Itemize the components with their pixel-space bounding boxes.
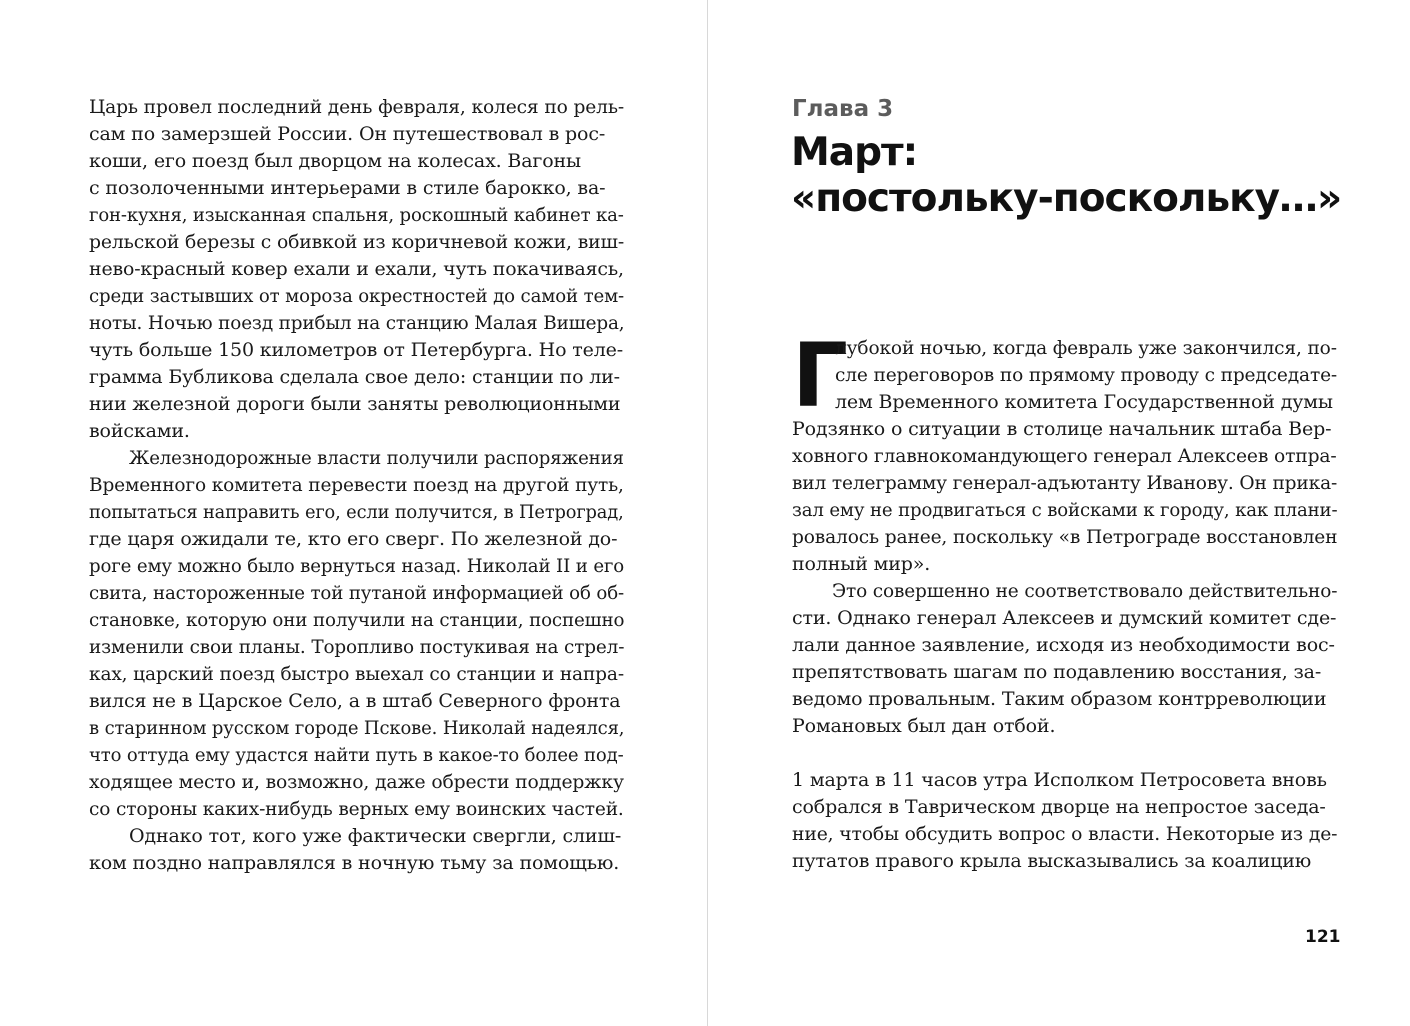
body-text-line: ние, чтобы обсудить вопрос о власти. Некоторые из де- bbox=[792, 823, 1338, 845]
body-text-line: лем Временного комитета Государственной думы bbox=[835, 391, 1333, 413]
body-text-line: гон-кухня, изысканная спальня, роскошный кабинет ка- bbox=[89, 204, 624, 226]
body-text-line: Это совершенно не соответствовало действительно- bbox=[832, 580, 1338, 602]
body-text-line: Романовых был дан отбой. bbox=[792, 715, 1056, 737]
page-gutter bbox=[707, 0, 708, 1026]
body-text-line: ровалось ранее, поскольку «в Петрограде восстановлен bbox=[792, 526, 1338, 548]
chapter-title: Март: bbox=[791, 130, 918, 175]
chapter-title: «постольку-поскольку…» bbox=[791, 176, 1342, 221]
body-text-line: ноты. Ночью поезд прибыл на станцию Малая Вишера, bbox=[89, 312, 625, 334]
body-text-line: сти. Однако генерал Алексеев и думский комитет сде- bbox=[792, 607, 1337, 629]
drop-cap: Г bbox=[792, 324, 849, 427]
body-text-line: где царя ожидали те, кто его сверг. По железной до- bbox=[89, 528, 618, 550]
body-text-line: зал ему не продвигаться с войсками к городу, как плани- bbox=[792, 499, 1338, 521]
body-text-line: что оттуда ему удастся найти путь в какое-то более под- bbox=[89, 744, 624, 766]
body-text-line: со стороны каких-нибудь верных ему воинских частей. bbox=[89, 798, 624, 820]
body-text-line: путатов правого крыла высказывались за коалицию bbox=[792, 850, 1312, 872]
body-text-line: грамма Бубликова сделала свое дело: станции по ли- bbox=[89, 366, 620, 388]
body-text-line: чуть больше 150 километров от Петербурга. Но теле- bbox=[89, 339, 624, 361]
body-text-line: изменили свои планы. Торопливо постукивая на стрел- bbox=[89, 636, 625, 658]
body-text-line: ведомо провальным. Таким образом контрреволюции bbox=[792, 688, 1327, 710]
body-text-line: среди застывших от мороза окрестностей до самой тем- bbox=[89, 285, 625, 307]
body-text-line: собрался в Таврическом дворце на непростое заседа- bbox=[792, 796, 1326, 818]
body-text-line: ком поздно направлялся в ночную тьму за помощью. bbox=[89, 852, 620, 874]
body-text-line: войсками. bbox=[89, 420, 190, 442]
body-text-line: ках, царский поезд быстро выехал со станции и напра- bbox=[89, 663, 624, 685]
body-text-line: сле переговоров по прямому проводу с председате- bbox=[835, 364, 1338, 386]
body-text-line: коши, его поезд был дворцом на колесах. Вагоны bbox=[89, 150, 581, 172]
body-text-line: лубокой ночью, когда февраль уже закончился, по- bbox=[835, 337, 1337, 359]
body-text-line: вился не в Царское Село, а в штаб Северного фронта bbox=[89, 690, 621, 712]
body-text-line: сам по замерзшей России. Он путешествовал в рос- bbox=[89, 123, 606, 145]
body-text-line: Однако тот, кого уже фактически свергли, слиш- bbox=[129, 825, 622, 847]
body-text-line: лали данное заявление, исходя из необходимости вос- bbox=[792, 634, 1335, 656]
body-text-line: Родзянко о ситуации в столице начальник штаба Вер- bbox=[792, 418, 1332, 440]
body-text-line: препятствовать шагам по подавлению восстания, за- bbox=[792, 661, 1322, 683]
body-text-line: Царь провел последний день февраля, колеся по рель- bbox=[89, 96, 625, 118]
body-text-line: с позолоченными интерьерами в стиле барокко, ва- bbox=[89, 177, 606, 199]
body-text-line: Временного комитета перевести поезд на другой путь, bbox=[89, 474, 624, 496]
body-text-line: становке, которую они получили на станции, поспешно bbox=[89, 609, 625, 631]
page-number: 121 bbox=[1305, 927, 1341, 947]
chapter-label: Глава 3 bbox=[792, 96, 894, 122]
body-text-line: нии железной дороги были заняты революционными bbox=[89, 393, 621, 415]
body-text-line: нево-красный ковер ехали и ехали, чуть покачиваясь, bbox=[89, 258, 624, 280]
body-text-line: полный мир». bbox=[792, 553, 931, 575]
body-text-line: Железнодорожные власти получили распоряжения bbox=[129, 447, 624, 469]
body-text-line: роге ему можно было вернуться назад. Николай II и его bbox=[89, 555, 625, 577]
body-text-line: в старинном русском городе Пскове. Николай надеялся, bbox=[89, 717, 625, 739]
body-text-line: вил телеграмму генерал-адъютанту Иванову. Он прика- bbox=[792, 472, 1338, 494]
body-text-line: ховного главнокомандующего генерал Алексеев отпра- bbox=[792, 445, 1337, 467]
body-text-line: свита, настороженные той путаной информацией об об- bbox=[89, 582, 625, 604]
right-page bbox=[709, 0, 1410, 1026]
body-text-line: рельской березы с обивкой из коричневой кожи, виш- bbox=[89, 231, 625, 253]
body-text-line: 1 марта в 11 часов утра Исполком Петросовета вновь bbox=[792, 769, 1327, 791]
body-text-line: попытаться направить его, если получится, в Петроград, bbox=[89, 501, 624, 523]
body-text-line: ходящее место и, возможно, даже обрести поддержку bbox=[89, 771, 624, 793]
